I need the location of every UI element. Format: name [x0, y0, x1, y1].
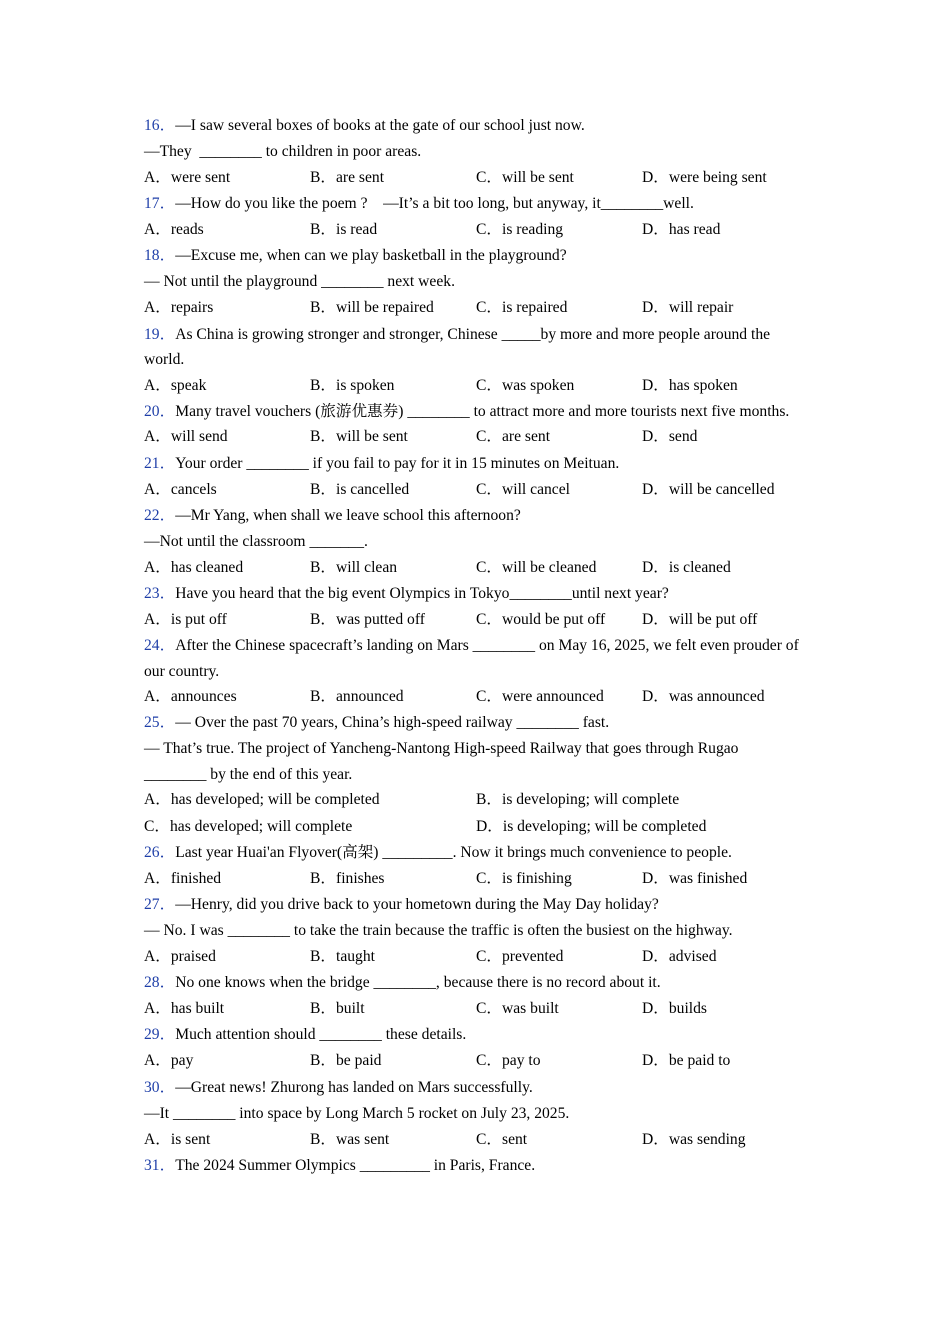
- option-b[interactable]: B．is cancelled: [310, 480, 410, 498]
- options-row: [144, 477, 804, 503]
- question-number: 24．: [144, 637, 176, 655]
- question-29: [144, 1022, 804, 1074]
- question-stem: 16．—I saw several boxes of books at the gate of our school just now.: [144, 117, 585, 134]
- option-b[interactable]: B．are sent: [310, 169, 385, 186]
- question-number: 17．: [144, 195, 176, 213]
- options-row: [144, 1048, 804, 1074]
- option-d[interactable]: D．be paid to: [642, 1052, 731, 1070]
- question-number: 25．: [144, 714, 176, 732]
- option-d[interactable]: D．was finished: [642, 869, 748, 887]
- question-stem: 22．—Mr Yang, when shall we leave school this afternoon?: [144, 506, 521, 524]
- question-number: 19．: [144, 325, 176, 343]
- option-d[interactable]: D．has read: [642, 221, 721, 239]
- question-19: [144, 322, 804, 399]
- option-c[interactable]: C．has developed; will complete: [144, 817, 353, 835]
- options-row: [144, 607, 804, 633]
- option-d[interactable]: D．was announced: [642, 688, 765, 706]
- option-c[interactable]: C．is repaired: [476, 299, 568, 317]
- option-a[interactable]: A．cancels: [144, 480, 217, 498]
- question-16: [144, 113, 804, 191]
- option-c[interactable]: C．are sent: [476, 428, 551, 446]
- option-d[interactable]: D．was sending: [642, 1130, 746, 1148]
- exam-document: [144, 113, 804, 1179]
- question-stem-line: —Not until the classroom _______.: [144, 532, 368, 550]
- option-c[interactable]: C．will be sent: [476, 169, 574, 186]
- question-stem: 20．Many travel vouchers (旅游优惠券) ________ to attract more and more tourists next five months.: [144, 402, 790, 420]
- question-22: [144, 503, 804, 581]
- question-stem: 26．Last year Huai'an Flyover(高架) _________. Now it brings much convenience to people.: [144, 843, 732, 861]
- question-26: [144, 840, 804, 892]
- option-c[interactable]: C．would be put off: [476, 610, 606, 628]
- question-stem: 21．Your order ________ if you fail to pay for it in 15 minutes on Meituan.: [144, 454, 620, 472]
- option-c[interactable]: C．were announced: [476, 688, 604, 706]
- options-row: [144, 217, 804, 243]
- question-number: 30．: [144, 1078, 176, 1096]
- option-b[interactable]: B．will clean: [310, 558, 398, 576]
- question-number: 28．: [144, 974, 176, 992]
- option-c[interactable]: C．is reading: [476, 221, 564, 239]
- question-number: 23．: [144, 584, 176, 602]
- option-c[interactable]: C．was spoken: [476, 376, 575, 394]
- option-b[interactable]: B．is read: [310, 221, 378, 239]
- option-b[interactable]: B．built: [310, 1000, 365, 1018]
- options-row: [144, 866, 804, 892]
- question-18: [144, 243, 804, 321]
- question-17: [144, 191, 804, 243]
- option-a[interactable]: A．were sent: [144, 169, 231, 186]
- option-b[interactable]: B．was sent: [310, 1130, 390, 1148]
- question-30: [144, 1075, 804, 1153]
- option-b[interactable]: B．will be sent: [310, 428, 408, 446]
- option-a[interactable]: A．has built: [144, 1000, 225, 1018]
- question-number: 22．: [144, 506, 176, 524]
- question-stem-line: — That’s true. The project of Yancheng-Nantong High-speed Railway that goes through Rugao ________ by the end of this year.: [144, 740, 743, 783]
- option-b[interactable]: B．was putted off: [310, 610, 425, 628]
- option-b[interactable]: B．is developing; will complete: [476, 791, 680, 809]
- question-stem: 25．— Over the past 70 years, China’s high-speed railway ________ fast.: [144, 714, 610, 732]
- options-row: [144, 684, 804, 710]
- option-b[interactable]: B．will be repaired: [310, 299, 434, 317]
- option-a[interactable]: A．praised: [144, 947, 216, 965]
- question-28: [144, 970, 804, 1022]
- option-d[interactable]: D．is cleaned: [642, 558, 731, 576]
- question-23: [144, 581, 804, 633]
- question-31: [144, 1153, 804, 1179]
- question-number: 27．: [144, 895, 176, 913]
- option-d[interactable]: D．is developing; will be completed: [476, 817, 707, 835]
- option-c[interactable]: C．is finishing: [476, 869, 572, 887]
- options-row: [144, 787, 804, 839]
- question-stem: 27．—Henry, did you drive back to your hometown during the May Day holiday?: [144, 895, 659, 913]
- option-d[interactable]: D．has spoken: [642, 376, 738, 394]
- option-a[interactable]: A．repairs: [144, 299, 214, 317]
- options-row: [144, 996, 804, 1022]
- options-row: [144, 424, 804, 450]
- option-b[interactable]: B．is spoken: [310, 376, 395, 394]
- question-number: 26．: [144, 843, 176, 861]
- question-number: 20．: [144, 402, 176, 420]
- question-24: [144, 633, 804, 710]
- option-c[interactable]: C．was built: [476, 1000, 559, 1018]
- option-d[interactable]: D．send: [642, 428, 698, 446]
- question-stem: 18．—Excuse me, when can we play basketball in the playground?: [144, 247, 567, 265]
- question-stem: 29．Much attention should ________ these details.: [144, 1026, 467, 1044]
- option-a[interactable]: A．reads: [144, 221, 204, 239]
- option-a[interactable]: A．speak: [144, 376, 207, 394]
- question-stem-line: — Not until the playground ________ next week.: [144, 273, 455, 291]
- option-c[interactable]: C．will cancel: [476, 480, 570, 498]
- option-b[interactable]: B．announced: [310, 688, 404, 706]
- options-row: [144, 944, 804, 970]
- option-a[interactable]: A．announces: [144, 688, 237, 706]
- question-20: [144, 399, 804, 451]
- question-stem: 19．As China is growing stronger and stronger, Chinese _____by more and more people around the world.: [144, 325, 774, 369]
- options-row: [144, 165, 804, 191]
- option-a[interactable]: A．is sent: [144, 1130, 211, 1148]
- option-c[interactable]: C．will be cleaned: [476, 558, 597, 576]
- question-stem: 23．Have you heard that the big event Olympics in Tokyo________until next year?: [144, 584, 669, 602]
- options-row: [144, 555, 804, 581]
- question-number: 31．: [144, 1156, 176, 1174]
- question-25: [144, 710, 804, 839]
- question-stem-line: —It ________ into space by Long March 5 rocket on July 23, 2025.: [144, 1104, 570, 1122]
- question-stem: 28．No one knows when the bridge ________, because there is no record about it.: [144, 974, 661, 992]
- option-a[interactable]: A．pay: [144, 1052, 194, 1070]
- question-21: [144, 451, 804, 503]
- option-a[interactable]: A．has cleaned: [144, 558, 244, 576]
- option-c[interactable]: C．sent: [476, 1130, 528, 1148]
- option-b[interactable]: B．be paid: [310, 1052, 382, 1070]
- question-stem: 24．After the Chinese spacecraft’s landing on Mars ________ on May 16, 2025, we felt even prouder of our country.: [144, 637, 803, 680]
- question-number: 21．: [144, 454, 176, 472]
- question-stem-line: — No. I was ________ to take the train because the traffic is often the busiest on the highway.: [144, 921, 733, 939]
- option-a[interactable]: A．has developed; will be completed: [144, 791, 380, 809]
- option-d[interactable]: D．will be put off: [642, 610, 758, 628]
- option-d[interactable]: D．were being sent: [642, 169, 767, 186]
- option-a[interactable]: A．finished: [144, 869, 222, 887]
- options-row: [144, 295, 804, 321]
- option-b[interactable]: B．finishes: [310, 869, 385, 887]
- option-d[interactable]: D．builds: [642, 1000, 707, 1018]
- option-c[interactable]: C．prevented: [476, 947, 564, 965]
- question-stem: 31．The 2024 Summer Olympics _________ in Paris, France.: [144, 1156, 536, 1174]
- question-stem: 17．—How do you like the poem ? —It’s a bit too long, but anyway, it________well.: [144, 195, 694, 213]
- question-stem-line: —They ________ to children in poor areas.: [144, 143, 422, 160]
- question-stem: 30．—Great news! Zhurong has landed on Mars successfully.: [144, 1078, 533, 1096]
- option-c[interactable]: C．pay to: [476, 1052, 541, 1070]
- question-number: 29．: [144, 1026, 176, 1044]
- option-d[interactable]: D．will repair: [642, 299, 734, 317]
- options-row: [144, 1127, 804, 1153]
- option-d[interactable]: D．advised: [642, 947, 717, 965]
- options-row: [144, 373, 804, 399]
- question-number: 18．: [144, 247, 176, 265]
- question-number: 16．: [144, 117, 176, 134]
- option-d[interactable]: D．will be cancelled: [642, 480, 775, 498]
- option-a[interactable]: A．will send: [144, 428, 228, 446]
- option-b[interactable]: B．taught: [310, 947, 375, 965]
- question-27: [144, 892, 804, 970]
- option-a[interactable]: A．is put off: [144, 610, 227, 628]
